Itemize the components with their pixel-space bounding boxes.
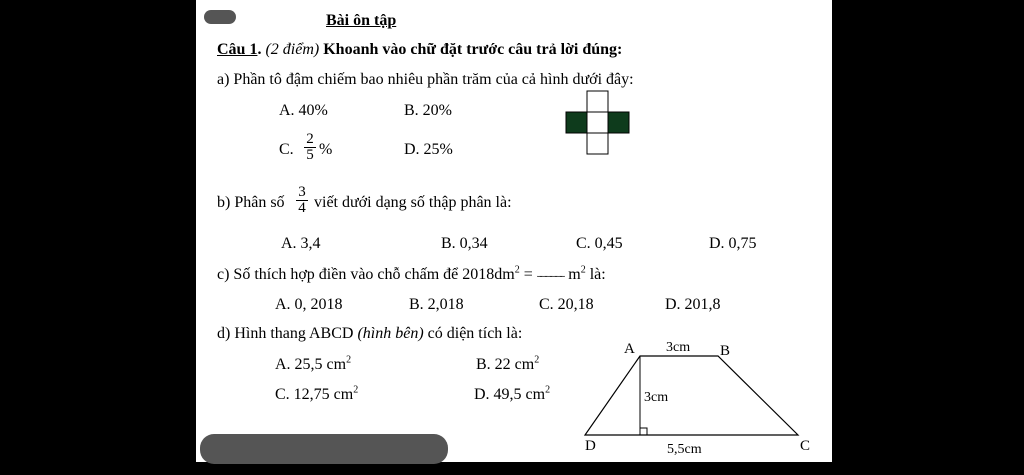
vertex-a-label: A <box>624 341 635 357</box>
part-b-fraction: $\frac{3}{4}$ <box>296 185 308 216</box>
question-header: Câu 1. (2 điểm) Khoanh vào chữ đặt trước câu trả lời đúng: <box>217 41 623 58</box>
part-b-option-d[interactable]: D. 0,75 <box>709 235 757 252</box>
part-c-option-d[interactable]: D. 201,8 <box>665 296 721 313</box>
part-b-option-c[interactable]: C. 0,45 <box>576 235 623 252</box>
part-a-option-c-fraction: $\frac{2}{5}$ <box>304 132 316 163</box>
part-a-option-c-suffix: % <box>319 141 333 158</box>
vertex-b-label: B <box>720 343 731 359</box>
cross-cell-right-shaded <box>608 112 629 133</box>
question-points: (2 điểm) <box>265 41 320 58</box>
part-d-option-b[interactable]: B. 22 $cm^2$ <box>476 354 540 373</box>
redaction-scribble-bottom <box>200 434 448 464</box>
part-c-option-b[interactable]: B. 2,018 <box>409 296 464 313</box>
part-b-option-b[interactable]: B. 0,34 <box>441 235 488 252</box>
redaction-scribble-top <box>204 10 236 24</box>
part-b-prompt-prefix: b) Phân số <box>217 194 285 211</box>
cross-cell-top <box>587 91 608 112</box>
part-a-prompt: a) Phần tô đậm chiếm bao nhiêu phần trăm của cả hình dưới đây: <box>217 71 634 88</box>
part-d-option-c[interactable]: C. 12,75 $cm^2$ <box>275 384 359 403</box>
right-angle-mark <box>640 428 647 435</box>
fill-in-blank[interactable]: ...................... <box>536 269 565 279</box>
vertex-d-label: D <box>585 438 596 454</box>
part-b-option-a[interactable]: A. 3,4 <box>281 235 321 252</box>
part-d-option-a[interactable]: A. 25,5 $cm^2$ <box>275 354 352 373</box>
question-instruction: Khoanh vào chữ đặt trước câu trả lời đúng: <box>323 41 623 58</box>
part-c-option-c[interactable]: C. 20,18 <box>539 296 594 313</box>
cross-cell-center <box>587 112 608 133</box>
page-title: Bài ôn tập <box>326 12 397 29</box>
cross-cell-left-shaded <box>566 112 587 133</box>
part-b-prompt-suffix: viết dưới dạng số thập phân là: <box>314 194 512 211</box>
part-d-option-d[interactable]: D. 49,5 $cm^2$ <box>474 384 551 403</box>
vertex-c-label: C <box>800 438 811 454</box>
part-c-prompt: c) Số thích hợp điền vào chỗ chấm để $2018dm^2$ = ...................... $m^2$ là: <box>217 264 606 283</box>
part-c-option-a[interactable]: A. 0, 2018 <box>275 296 343 313</box>
top-length-label: 3cm <box>666 340 691 355</box>
height-label: 3cm <box>644 390 669 405</box>
part-a-option-a[interactable]: A. 40% <box>279 102 328 119</box>
part-d-prompt: d) Hình thang ABCD (hình bên) có diện tích là: <box>217 325 523 342</box>
cross-shape-figure <box>563 90 633 158</box>
cross-cell-bottom <box>587 133 608 154</box>
trapezoid-abcd <box>585 356 798 435</box>
part-a-option-d[interactable]: D. 25% <box>404 141 453 158</box>
question-label: Câu 1 <box>217 41 258 58</box>
part-a-option-b[interactable]: B. 20% <box>404 102 452 119</box>
part-a-option-c-prefix[interactable]: C. <box>279 141 294 158</box>
bottom-length-label: 5,5cm <box>667 442 702 457</box>
